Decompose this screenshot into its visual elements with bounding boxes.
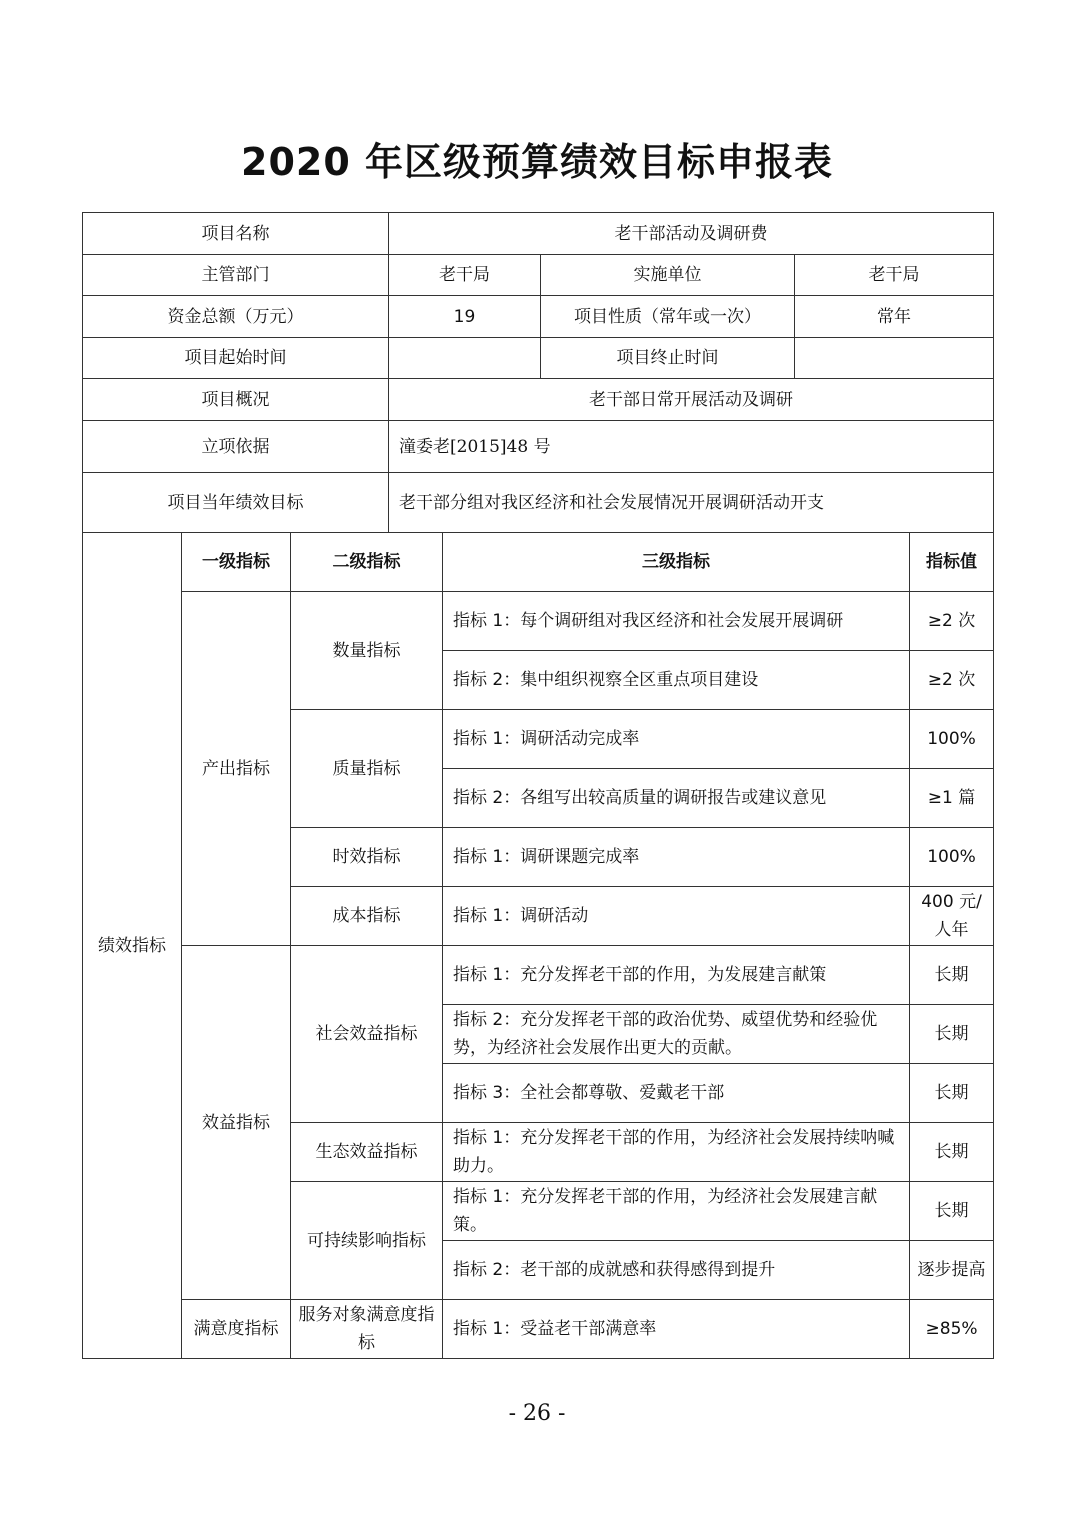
indicator-text: 指标 1：受益老干部满意率 [443, 1300, 910, 1359]
end-time-value [795, 338, 994, 379]
sustainable-impact-label: 可持续影响指标 [291, 1182, 443, 1300]
goal-label: 项目当年绩效目标 [83, 473, 389, 533]
quality-indicator-label: 质量指标 [291, 710, 443, 828]
indicator-text: 指标 2：充分发挥老干部的政治优势、威望优势和经验优势，为经济社会发展作出更大的贡献。 [443, 1005, 910, 1064]
timeliness-indicator-label: 时效指标 [291, 828, 443, 887]
indicator-value: 400 元/人年 [910, 887, 994, 946]
indicator-value: 长期 [910, 1064, 994, 1123]
basis-label: 立项依据 [83, 421, 389, 473]
indicator-value: ≥2 次 [910, 592, 994, 651]
indicator-value: 长期 [910, 1123, 994, 1182]
start-time-value [389, 338, 541, 379]
goal-value: 老干部分组对我区经济和社会发展情况开展调研活动开支 [389, 473, 994, 533]
dept-value: 老干局 [389, 255, 541, 296]
indicator-value: 长期 [910, 1005, 994, 1064]
level1-header: 一级指标 [182, 533, 291, 592]
satisfaction-indicator-label: 满意度指标 [182, 1300, 291, 1359]
indicator-text: 指标 1：充分发挥老干部的作用，为经济社会发展持续呐喊助力。 [443, 1123, 910, 1182]
indicator-header-row [83, 533, 994, 592]
impl-unit-label: 实施单位 [541, 255, 795, 296]
indicator-value: 100% [910, 710, 994, 769]
fund-row [83, 296, 994, 338]
overview-value: 老干部日常开展活动及调研 [389, 379, 994, 421]
nature-label: 项目性质（常年或一次） [541, 296, 795, 338]
project-name-value: 老干部活动及调研费 [389, 213, 994, 255]
start-time-label: 项目起始时间 [83, 338, 389, 379]
service-satisfaction-label: 服务对象满意度指标 [291, 1300, 443, 1359]
indicator-text: 指标 1：调研课题完成率 [443, 828, 910, 887]
cost-indicator-label: 成本指标 [291, 887, 443, 946]
dept-label: 主管部门 [83, 255, 389, 296]
impl-unit-value: 老干局 [795, 255, 994, 296]
end-time-label: 项目终止时间 [541, 338, 795, 379]
indicator-text: 指标 3：全社会都尊敬、爱戴老干部 [443, 1064, 910, 1123]
indicator-text: 指标 2：老干部的成就感和获得感得到提升 [443, 1241, 910, 1300]
indicator-text: 指标 2：集中组织视察全区重点项目建设 [443, 651, 910, 710]
level2-header: 二级指标 [291, 533, 443, 592]
page-number: - 26 - [508, 1401, 566, 1426]
budget-performance-table [82, 212, 994, 1359]
overview-label: 项目概况 [83, 379, 389, 421]
department-row [83, 255, 994, 296]
page-title: 2020 年区级预算绩效目标申报表 [241, 140, 833, 184]
project-name-label: 项目名称 [83, 213, 389, 255]
indicator-value: ≥2 次 [910, 651, 994, 710]
basis-row [83, 421, 994, 473]
project-name-row [83, 213, 994, 255]
indicator-text: 指标 1：每个调研组对我区经济和社会发展开展调研 [443, 592, 910, 651]
fund-label: 资金总额（万元） [83, 296, 389, 338]
social-benefit-label: 社会效益指标 [291, 946, 443, 1123]
quantity-indicator-label: 数量指标 [291, 592, 443, 710]
indicator-text: 指标 2：各组写出较高质量的调研报告或建议意见 [443, 769, 910, 828]
overview-row [83, 379, 994, 421]
indicator-value: 逐步提高 [910, 1241, 994, 1300]
indicator-text: 指标 1：充分发挥老干部的作用，为发展建言献策 [443, 946, 910, 1005]
level3-header: 三级指标 [443, 533, 910, 592]
goal-row [83, 473, 994, 533]
fund-value: 19 [389, 296, 541, 338]
table-row [83, 1300, 994, 1359]
indicator-value: ≥85% [910, 1300, 994, 1359]
value-header: 指标值 [910, 533, 994, 592]
ecological-benefit-label: 生态效益指标 [291, 1123, 443, 1182]
performance-indicators-label: 绩效指标 [83, 533, 182, 1359]
indicator-value: ≥1 篇 [910, 769, 994, 828]
output-indicator-label: 产出指标 [182, 592, 291, 946]
nature-value: 常年 [795, 296, 994, 338]
indicator-text: 指标 1：调研活动 [443, 887, 910, 946]
indicator-value: 长期 [910, 1182, 994, 1241]
benefit-indicator-label: 效益指标 [182, 946, 291, 1300]
indicator-text: 指标 1：充分发挥老干部的作用，为经济社会发展建言献策。 [443, 1182, 910, 1241]
indicator-text: 指标 1：调研活动完成率 [443, 710, 910, 769]
table-row [83, 946, 994, 1005]
indicator-value: 长期 [910, 946, 994, 1005]
basis-value: 潼委老[2015]48 号 [389, 421, 994, 473]
indicator-value: 100% [910, 828, 994, 887]
table-row [83, 592, 994, 651]
time-row [83, 338, 994, 379]
